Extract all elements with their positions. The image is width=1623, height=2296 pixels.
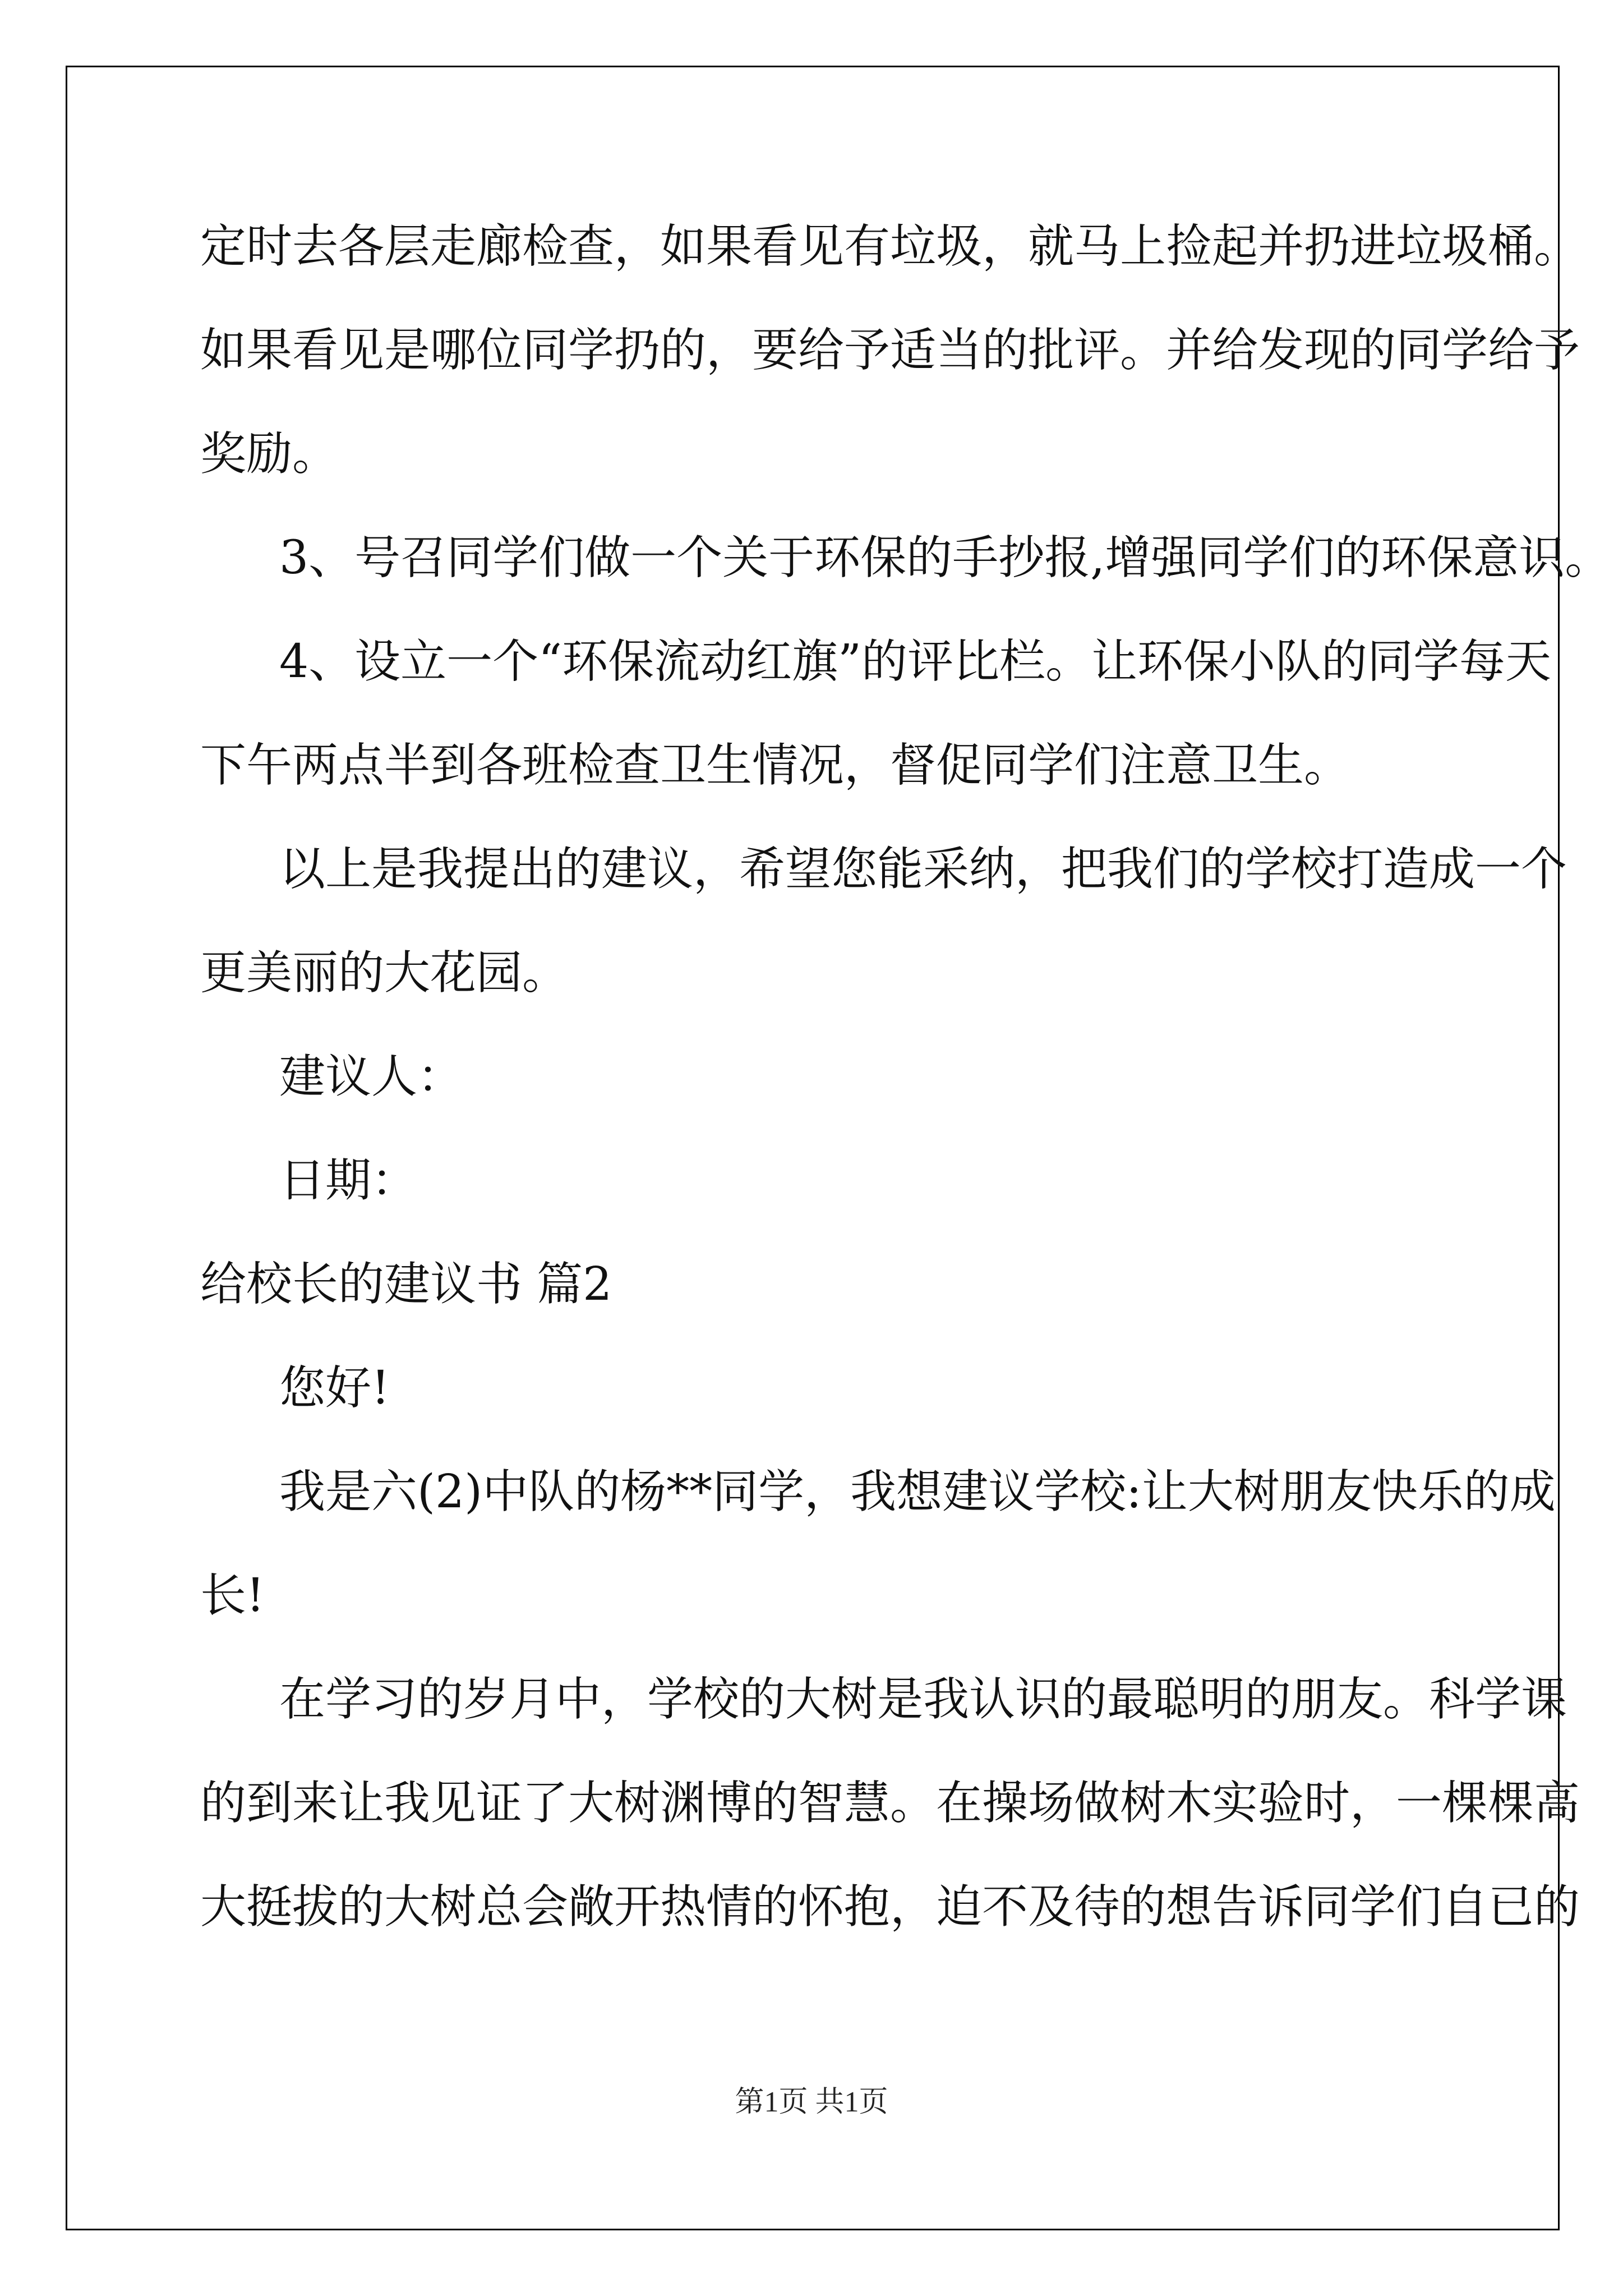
body-line: 我是六(2)中队的杨**同学，我想建议学校:让大树朋友快乐的成 [279, 1465, 1556, 1519]
signature-label: 建议人： [279, 1050, 464, 1103]
body-line: 以上是我提出的建议，希望您能采纳，把我们的学校打造成一个 [279, 843, 1567, 896]
body-line: 4、设立一个“环保流动红旗”的评比栏。让环保小队的同学每天 [279, 635, 1552, 688]
body-line: 长! [200, 1569, 265, 1622]
body-line: 大挺拔的大树总会敞开热情的怀抱，迫不及待的想告诉同学们自已的 [200, 1880, 1580, 1934]
body-line: 的到来让我见证了大树渊博的智慧。在操场做树木实验时，一棵棵高 [200, 1777, 1580, 1830]
body-line: 更美丽的大花园。 [200, 946, 569, 1000]
greeting: 您好! [279, 1361, 390, 1415]
date-label: 日期： [279, 1154, 418, 1207]
body-line: 3、号召同学们做一个关于环保的手抄报,增强同学们的环保意识。 [279, 531, 1611, 585]
body-line: 奖励。 [200, 427, 339, 481]
body-line: 如果看见是哪位同学扔的，要给予适当的批评。并给发现的同学给予 [200, 324, 1580, 377]
body-line: 在学习的岁月中，学校的大树是我认识的最聪明的朋友。科学课 [279, 1673, 1567, 1726]
section-heading: 给校长的建议书 篇2 [200, 1258, 612, 1311]
body-line: 下午两点半到各班检查卫生情况，督促同学们注意卫生。 [200, 739, 1350, 792]
body-line: 定时去各层走廊检查，如果看见有垃圾，就马上捡起并扔进垃圾桶。 [200, 220, 1580, 273]
page-footer: 第1页 共1页 [735, 2086, 888, 2118]
